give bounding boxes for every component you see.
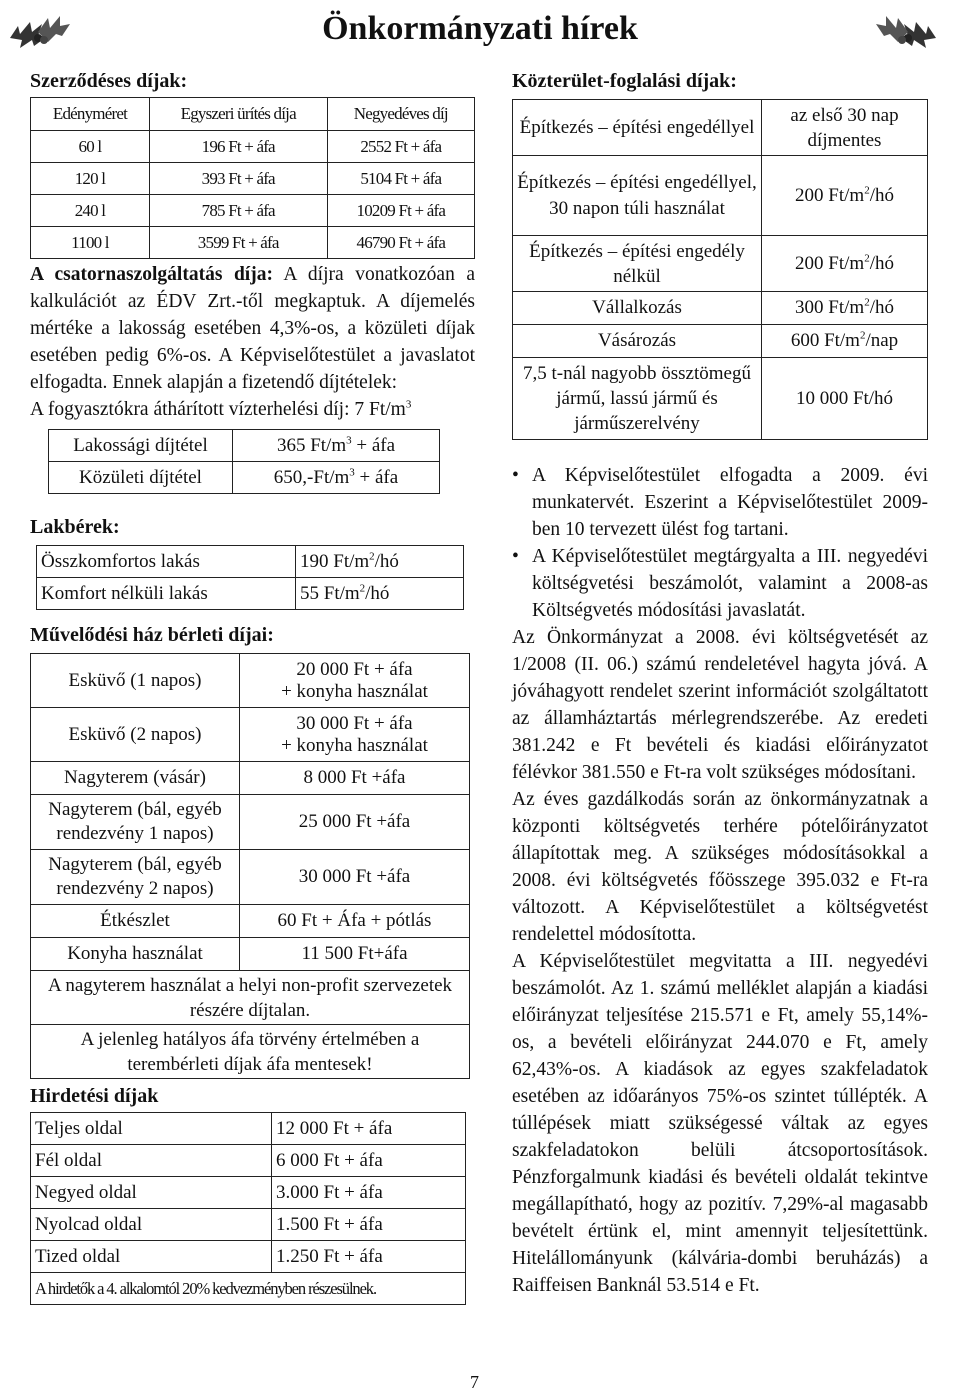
page-title: Önkormányzati hírek [322,10,638,47]
table-cell: 785 Ft + áfa [149,195,327,227]
table-row [31,1177,466,1209]
csatorna-lead: A csatornaszolgáltatás díja: [30,264,273,285]
table-cell: 240 l [31,195,150,227]
table-cell: 1.250 Ft + áfa [272,1241,466,1273]
table-row [31,1025,470,1079]
table-row [31,163,475,195]
table-cell: 1100 l [31,227,150,259]
bullet-list [512,462,928,624]
list-item: • A Képviselőtestület megtárgyalta a III. negyedévi költségvetési beszámolót, valamint a 2008-as Költségvetés módosítási javaslatát. [512,543,928,624]
table-row [31,1113,466,1145]
table-cell: 11 500 Ft+áfa [240,938,470,971]
table-lakberek [36,545,464,610]
table-kozterulet [512,99,928,440]
table-row [513,358,928,440]
table-cell: 393 Ft + áfa [149,163,327,195]
table-dijtetel [48,429,440,494]
table-muvelodesi [30,653,470,1079]
table-row [31,1145,466,1177]
table-row [31,762,470,795]
table-row [31,1209,466,1241]
table-row [31,131,475,163]
table-cell: 1.500 Ft + áfa [272,1209,466,1241]
table-cell: Étkészlet [31,905,240,938]
table-cell: Építkezés – építési engedély nélkül [513,236,762,292]
table-cell: Negyed oldal [31,1177,272,1209]
section-heading-lakberek: Lakbérek: [30,516,120,538]
table-cell: 300 $Ft/m^2/hó$ [762,292,928,325]
table-cell: 120 l [31,163,150,195]
table-szerzodeses [30,97,475,259]
table-cell: 55 $Ft/m^2/hó$ [296,578,464,610]
table-cell: Konyha használat [31,938,240,971]
vizterhelesi-paragraph [30,396,475,423]
table-cell: 20 000 Ft + áfa + konyha használat [240,654,470,708]
table-row [513,100,928,156]
table-row [513,236,928,292]
table-cell: Esküvő (2 napos) [31,708,240,762]
table-cell: 12 000 Ft + áfa [272,1113,466,1145]
table-cell: Lakossági díjtétel [49,430,233,462]
table-cell: 2552 Ft + áfa [327,131,474,163]
table-cell: 6 000 Ft + áfa [272,1145,466,1177]
table-cell: 60 Ft + Áfa + pótlás [240,905,470,938]
csatorna-text: A díjra vonatkozóan a kalkulációt az ÉDV Zrt.-től megkaptuk. A díjemelés mértéke a lakosság esetében 4,3%-os, a közületi díjak esetében pedig 6%-os. A Képviselőtestület a javaslatot elfogadta. Ennek alapján a fizetendő díjtételek: [30,264,475,393]
table-row [31,654,470,708]
table-cell: Közületi díjtétel [49,462,233,494]
table-cell: Építkezés – építési engedéllyel [513,100,762,156]
body-text [512,624,928,1299]
table-cell: $650,-Ft/m^3$ + áfa [233,462,440,494]
table-cell: 46790 Ft + áfa [327,227,474,259]
page-number: 7 [470,1372,479,1392]
table-cell: Teljes oldal [31,1113,272,1145]
section-heading-kozterulet: Közterület-foglalási díjak: [512,70,737,92]
table-cell: 190 $Ft/m^2/hó$ [296,546,464,578]
table-row [31,195,475,227]
table-hirdetesi [30,1112,466,1305]
table-header: Edényméret [31,98,150,131]
list-item: • A Képviselőtestület elfogadta a 2009. évi munkatervét. Eszerint a Képviselőtestület 2009-ben 10 tervezett ülést fog tartani. [512,462,928,543]
table-row [31,850,470,905]
table-cell: 10209 Ft + áfa [327,195,474,227]
table-row [49,430,440,462]
table-row [513,325,928,358]
table-cell: Nagyterem (bál, egyéb rendezvény 2 napos) [31,850,240,905]
left-column [30,70,475,1305]
table-cell: 600 $Ft/m^2$/nap [762,325,928,358]
superscript: 3 [405,398,412,411]
table-cell: 30 000 Ft + áfa + konyha használat [240,708,470,762]
paragraph: A Képviselőtestület megvitatta a III. negyedévi beszámolót. Az 1. számú melléklet alapján a kiadási előirányzat teljesítése 215.571 e Ft, amely 55,14%-os, a bevételi előirányzat 244.070 e Ft, amely 62,43%-os. A kiadások az egyes szakfeladatok esetében az időarányos 75%-os szintet túllépték. A túllépések miatt szükségessé váltak az egyes szakfeladatokon belüli átcsoportosítások. Pénzforgalmunk kiadási és bevételi oldalát tekintve megállapítható, hogy az pozitív. 7,29%-al magasabb bevételt értünk el, mint amennyit teljesítettünk. Hitelállományunk (kálvária-dombi beruházás) a Raiffeisen Banknál 53.514 e Ft. [512,951,928,1296]
table-header: Egyszeri ürítés díja [149,98,327,131]
section-heading-muvelodesi: Művelődési ház bérleti díjai: [30,624,274,646]
table-cell: Esküvő (1 napos) [31,654,240,708]
note-afa: A jelenleg hatályos áfa törvény értelmében a terembérleti díjak áfa mentesek! [31,1025,470,1079]
table-row [31,227,475,259]
note-kedvezmeny: A hirdetők a 4. alkalomtól 20% kedvezményben részesülnek. [31,1273,466,1305]
table-cell: 10 000 Ft/hó [762,358,928,440]
table-row [49,462,440,494]
table-cell: 60 l [31,131,150,163]
paragraph: Az éves gazdálkodás során az önkormányzatnak a központi költségvetés terhére pótelőirányzatot állapítottak meg. A szükséges módosításokkal a 2008. évi költségvetés főösszege 395.032 e Ft-ra változott. A Képviselőtestület a költségvetést rendelettel módosította. [512,789,928,945]
table-cell: Nagyterem (bál, egyéb rendezvény 1 napos) [31,795,240,850]
note-nonprofit: A nagyterem használat a helyi non-profit szervezetek részére díjtalan. [31,971,470,1025]
table-row [31,708,470,762]
table-row [31,938,470,971]
table-cell: Nagyterem (vásár) [31,762,240,795]
table-row [31,795,470,850]
bullet-icon: • [512,546,519,567]
section-heading-szerzodeses: Szerződéses díjak: [30,70,188,92]
table-cell: 200 $Ft/m^2/hó$ [762,156,928,236]
table-row [37,546,464,578]
table-cell: 3599 Ft + áfa [149,227,327,259]
table-cell: Vállalkozás [513,292,762,325]
table-cell: Fél oldal [31,1145,272,1177]
table-cell: 196 Ft + áfa [149,131,327,163]
table-cell: 30 000 Ft +áfa [240,850,470,905]
table-cell: Nyolcad oldal [31,1209,272,1241]
table-row [37,578,464,610]
table-cell: Vásározás [513,325,762,358]
table-cell: az első 30 nap díjmentes [762,100,928,156]
table-row [31,905,470,938]
table-cell: Építkezés – építési engedéllyel, 30 napon túli használat [513,156,762,236]
table-cell: 8 000 Ft +áfa [240,762,470,795]
table-header: Negyedéves díj [327,98,474,131]
csatorna-paragraph [30,261,475,396]
table-cell: 3.000 Ft + áfa [272,1177,466,1209]
table-row [31,1241,466,1273]
right-column [512,70,928,1299]
table-cell: 7,5 t-nál nagyobb össztömegű jármű, lassú jármű és járműszerelvény [513,358,762,440]
vizterhelesi-text: A fogyasztókra áthárított vízterhelési díj: 7 Ft/m [30,399,406,420]
table-cell: 365 $Ft/m^3$ + áfa [233,430,440,462]
table-row [31,971,470,1025]
table-cell: 200 $Ft/m^2/hó$ [762,236,928,292]
table-cell: Tized oldal [31,1241,272,1273]
table-cell: Összkomfortos lakás [37,546,296,578]
table-row [513,292,928,325]
table-row [31,1273,466,1305]
table-cell: Komfort nélküli lakás [37,578,296,610]
table-cell: 25 000 Ft +áfa [240,795,470,850]
section-heading-hirdetesi: Hirdetési díjak [30,1085,159,1107]
table-cell: 5104 Ft + áfa [327,163,474,195]
bullet-icon: • [512,465,519,486]
table-row [513,156,928,236]
paragraph: Az Önkormányzat a 2008. évi költségvetését az 1/2008 (II. 06.) számú rendeletével hagyta jóvá. A jóváhagyott rendelet szerint információt szolgáltatott az államháztartás mérlegrendszerébe. Az eredeti 381.242 e Ft bevételi és kiadási előirányzatot félévkor 381.550 e Ft-ra volt szükséges módosítani. [512,627,928,783]
